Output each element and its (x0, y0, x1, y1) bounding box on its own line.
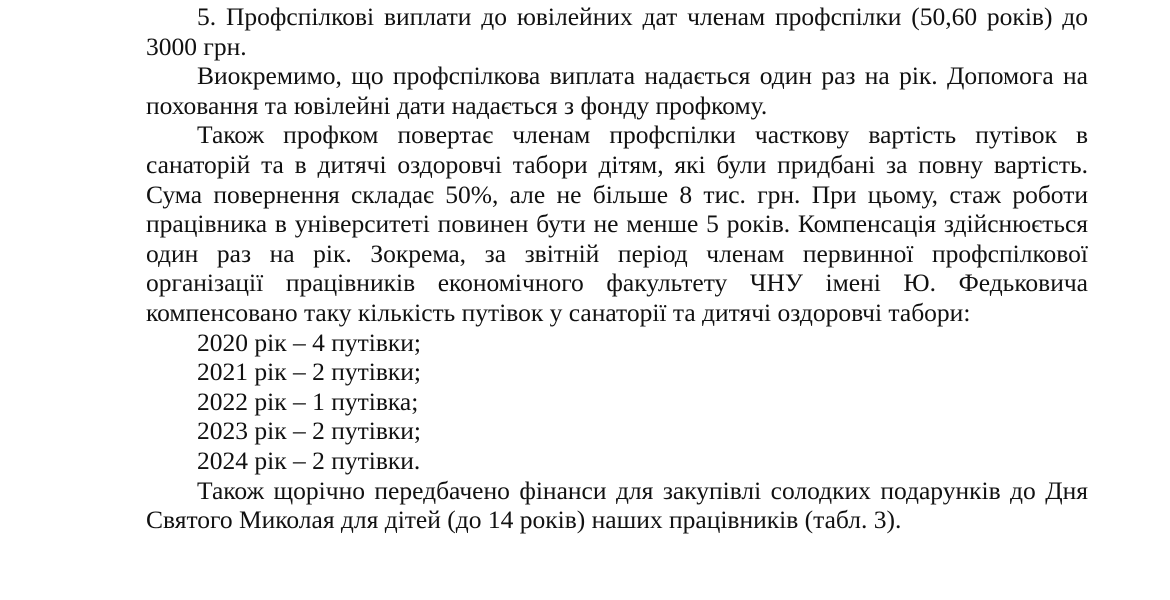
list-item: 2024 рік – 2 путівки. (197, 445, 421, 475)
list-item: 2022 рік – 1 путівка; (197, 386, 419, 416)
list-item: 2020 рік – 4 путівки; (197, 327, 422, 357)
paragraph-voucher-compensation: Також профком повертає членам профспілки часткову вартість путівок в санаторій та в дитячі оздоровчі табори дітям, які були придбані за повну вартість. Сума повернення складає 50%, але не більше 8 тис. грн. При цьому, стаж роботи працівника в університеті повинен бути не менше 5 років. Компенсація здійснюється один раз на рік. Зокрема, за звітній період членам первинної профспілкової організації працівників економічного факультету ЧНУ імені Ю. Федьковича компенсовано таку кількість путівок у санаторії та дитячі оздоровчі табори: (146, 120, 1088, 327)
list-item: 2021 рік – 2 путівки; (197, 357, 422, 387)
list-item: 2023 рік – 2 путівки; (197, 416, 422, 446)
voucher-list (146, 328, 1088, 476)
paragraph-sweet-gifts: Також щорічно передбачено фінанси для закупівлі солодких подарунків до Дня Святого Миколая для дітей (до 14 років) наших працівників (табл. 3). (146, 475, 1088, 535)
paragraph-jubilee-payments: 5. Профспілкові виплати до ювілейних дат членам профспілки (50,60 років) до 3000 грн. (146, 2, 1088, 61)
paragraph-single-payment: Виокремимо, що профспілкова виплата надається один раз на рік. Допомога на поховання та ювілейні дати надається з фонду профкому. (146, 61, 1088, 120)
